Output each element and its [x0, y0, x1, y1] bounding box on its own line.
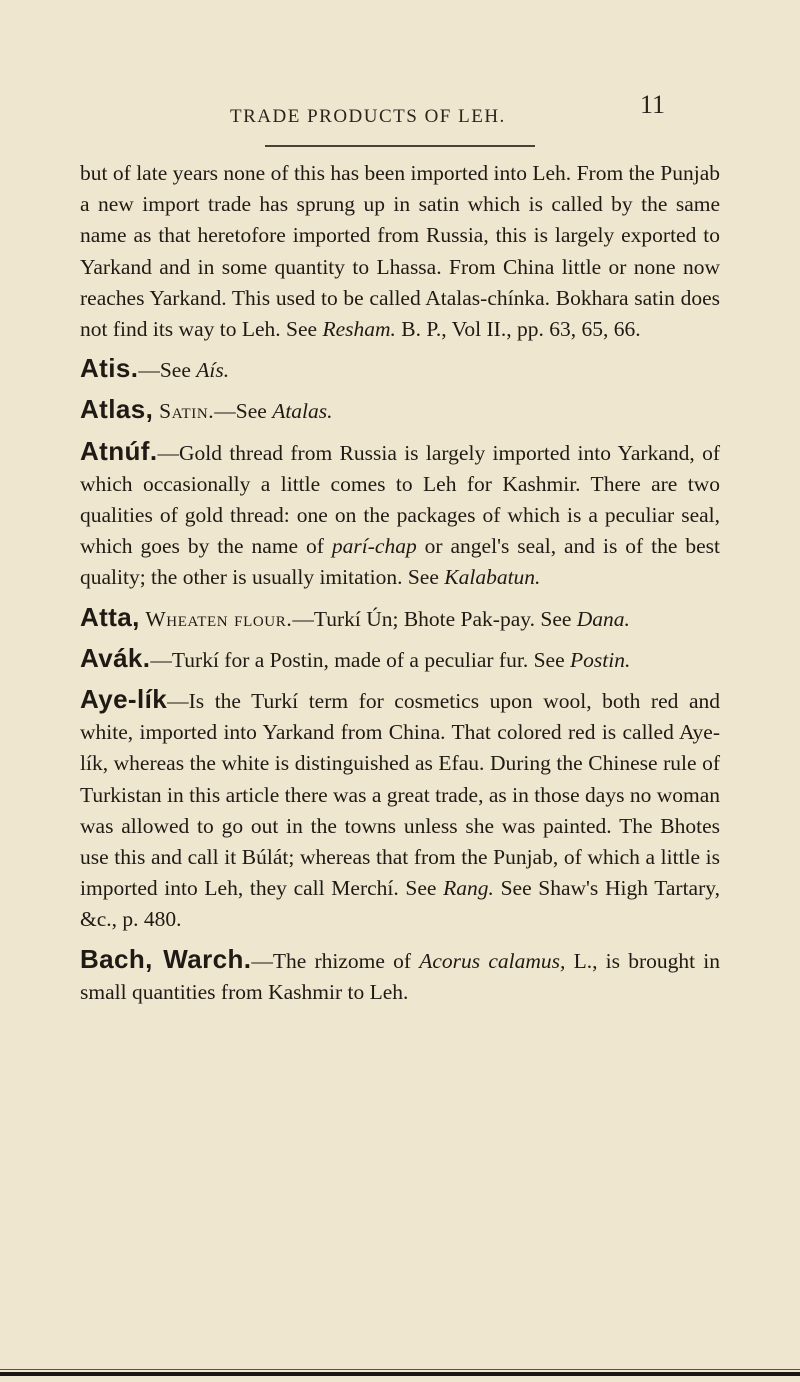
entry-heading-atis: Atis. — [80, 353, 139, 384]
header-rule — [265, 145, 535, 147]
entry-heading-atta: Atta, — [80, 601, 140, 632]
reference-ais: Aís. — [196, 358, 230, 383]
entry-aye-lik: Aye-lík—Is the Turkí term for cosmetics upon wool, both red and white, imported into Yarkand from China. That colored red is called Aye-lík, whereas the white is distinguished as Efau. During the Chinese rule of Turkistan in this article there was a great trade, as in those days no woman was allowed to go out in the towns unless she was painted. The Bhotes use this and call it Búlát; whereas that from the Punjab, of which a little is imported into Leh, they call Merchí. See Rang. See Shaw's High Tartary, &c., p. 480. — [80, 684, 720, 932]
reference-postin: Postin. — [570, 647, 631, 672]
body-text — [80, 158, 720, 1016]
page-edge-line — [0, 1369, 800, 1370]
reference-resham: Resham. — [322, 317, 396, 342]
reference-dana: Dana. — [576, 606, 630, 631]
entry-avak: Avák.—Turkí for a Postin, made of a peculiar fur. See Postin. — [80, 642, 631, 673]
page-number: 11 — [640, 90, 666, 119]
reference-rang: Rang. — [443, 876, 494, 901]
running-title: TRADE PRODUCTS OF LEH. — [230, 106, 506, 127]
entry-heading-bach-warch: Bach, Warch. — [80, 943, 252, 974]
reference-kalabatun: Kalabatun. — [444, 565, 541, 590]
entry-heading-aye-lik: Aye-lík — [80, 684, 168, 715]
entry-atis: Atis.—See Aís. — [80, 353, 230, 384]
entry-heading-avak: Avák. — [80, 642, 151, 673]
page-bottom-edge — [0, 1372, 800, 1376]
entry-atlas: Atlas, Satin.—See Atalas. — [80, 394, 333, 425]
entry-atnuf: Atnúf.—Gold thread from Russia is largely imported into Yarkand, of which occasionally a little comes to Leh for Kashmir. There are two qualities of gold thread: one on the packages of which is a peculiar seal, which goes by the name of parí-chap or angel's seal, and is of the best quality; the other is usually imitation. See Kalabatun. — [80, 435, 721, 590]
entry-bach-warch: Bach, Warch.—The rhizome of Acorus calamus, L., is brought in small quantities from Kashmir to Leh. — [80, 943, 720, 1004]
reference-atalas: Atalas. — [272, 399, 333, 424]
entry-heading-atnuf: Atnúf. — [80, 435, 158, 466]
running-header — [0, 90, 800, 138]
entry-heading-atlas: Atlas, — [80, 394, 154, 425]
entry-atta: Atta, Wheaten flour.—Turkí Ún; Bhote Pak-pay. See Dana. — [80, 601, 630, 632]
paragraph-satin-continued: but of late years none of this has been imported into Leh. From the Punjab a new import trade has sprung up in satin which is called by the same name as that heretofore imported from Russia, this is largely exported to Yarkand and in some quantity to Lhassa. From China little or none now reaches Yarkand. This used to be called Atalas-chínka. Bokhara satin does not find its way to Leh. See Resham. B. P., Vol II., pp. 63, 65, 66. — [80, 161, 720, 342]
